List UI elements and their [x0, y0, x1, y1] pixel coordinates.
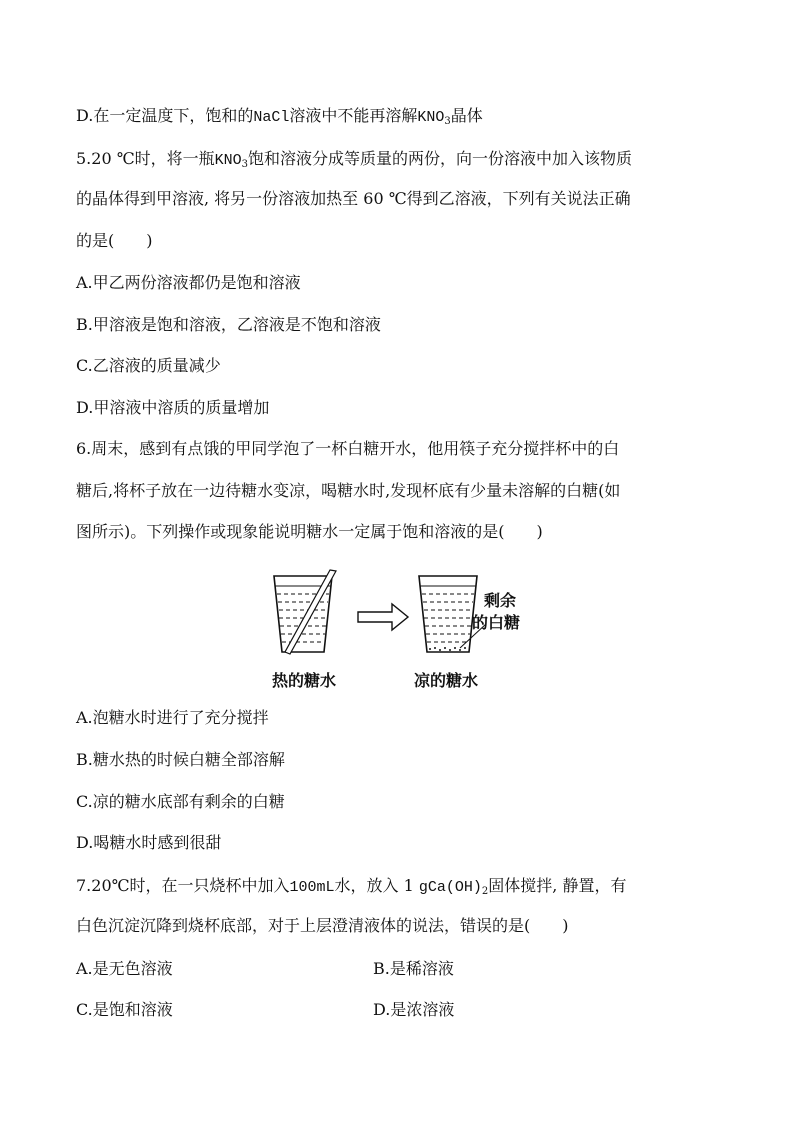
arrow-right-icon [358, 604, 408, 630]
text-segment: 固体搅拌, 静置，有 [488, 876, 627, 895]
q6-option-a[interactable]: A.泡糖水时进行了充分搅拌 [76, 708, 269, 727]
subscript: 3 [444, 116, 451, 127]
q7-option-a[interactable]: A.是无色溶液 [76, 959, 173, 978]
formula-kno3: KNO [214, 152, 242, 169]
q5-stem-line-3: 的是( ) [76, 231, 153, 250]
label-hot-sugar-water: 热的糖水 [272, 671, 337, 690]
q7-stem-line-2: 白色沉淀沉降到烧杯底部，对于上层澄清液体的说法，错误的是( ) [76, 916, 569, 935]
q5-stem-line-2: 的晶体得到甲溶液, 将另一份溶液加热至 60 ℃得到乙溶液，下列有关说法正确 [76, 189, 631, 208]
q6-stem-line-3: 图所示)。下列操作或现象能说明糖水一定属于饱和溶液的是( ) [76, 522, 543, 541]
q5-option-c[interactable]: C.乙溶液的质量减少 [76, 356, 221, 375]
q6-stem-line-1: 6.周末，感到有点饿的甲同学泡了一杯白糖开水，他用筷子充分搅拌杯中的白 [76, 439, 620, 458]
formula-nacl: NaCl [253, 109, 290, 126]
hot-cup [274, 570, 336, 654]
q6-option-b[interactable]: B.糖水热的时候白糖全部溶解 [76, 750, 285, 769]
q5-option-d[interactable]: D.甲溶液中溶质的质量增加 [76, 398, 270, 417]
q6-option-d[interactable]: D.喝糖水时感到很甜 [76, 833, 222, 852]
text-segment: D.在一定温度下，饱和的 [76, 106, 254, 125]
q5-option-b[interactable]: B.甲溶液是饱和溶液，乙溶液是不饱和溶液 [76, 315, 381, 334]
text-segment: 水，放入 1 [334, 876, 419, 895]
q7-stem-line-1 [76, 874, 626, 900]
volume-value: 100mL [289, 879, 335, 896]
text-segment: 5.20 ℃时，将一瓶 [76, 149, 215, 168]
text-segment: 7.20℃时，在一只烧杯中加入 [76, 876, 290, 895]
text-segment: 饱和溶液分成等质量的两份，向一份溶液中加入该物质 [248, 149, 633, 168]
subscript: 3 [241, 159, 249, 170]
q7-option-c[interactable]: C.是饱和溶液 [76, 1000, 173, 1019]
subscript: 2 [481, 886, 489, 897]
q7-option-d[interactable]: D.是浓溶液 [373, 1000, 455, 1019]
sugar-water-figure [262, 568, 542, 694]
q6-option-c[interactable]: C.凉的糖水底部有剩余的白糖 [76, 792, 285, 811]
label-white-sugar: 的白糖 [472, 613, 521, 632]
q5-option-a[interactable]: A.甲乙两份溶液都仍是饱和溶液 [76, 273, 301, 292]
label-remaining: 剩余 [484, 591, 517, 610]
label-cool-sugar-water: 凉的糖水 [414, 671, 479, 690]
text-segment: 晶体 [450, 106, 483, 125]
formula-caoh2: gCa(OH) [418, 879, 482, 896]
formula-kno3: KNO [417, 109, 445, 126]
text-segment: 溶液中不能再溶解 [289, 106, 418, 125]
q6-stem-line-2: 糖后,将杯子放在一边待糖水变凉，喝糖水时,发现杯底有少量未溶解的白糖(如 [76, 481, 621, 500]
q7-option-b[interactable]: B.是稀溶液 [373, 959, 454, 978]
q4-option-d [76, 104, 483, 130]
q5-stem-line-1 [76, 147, 632, 173]
